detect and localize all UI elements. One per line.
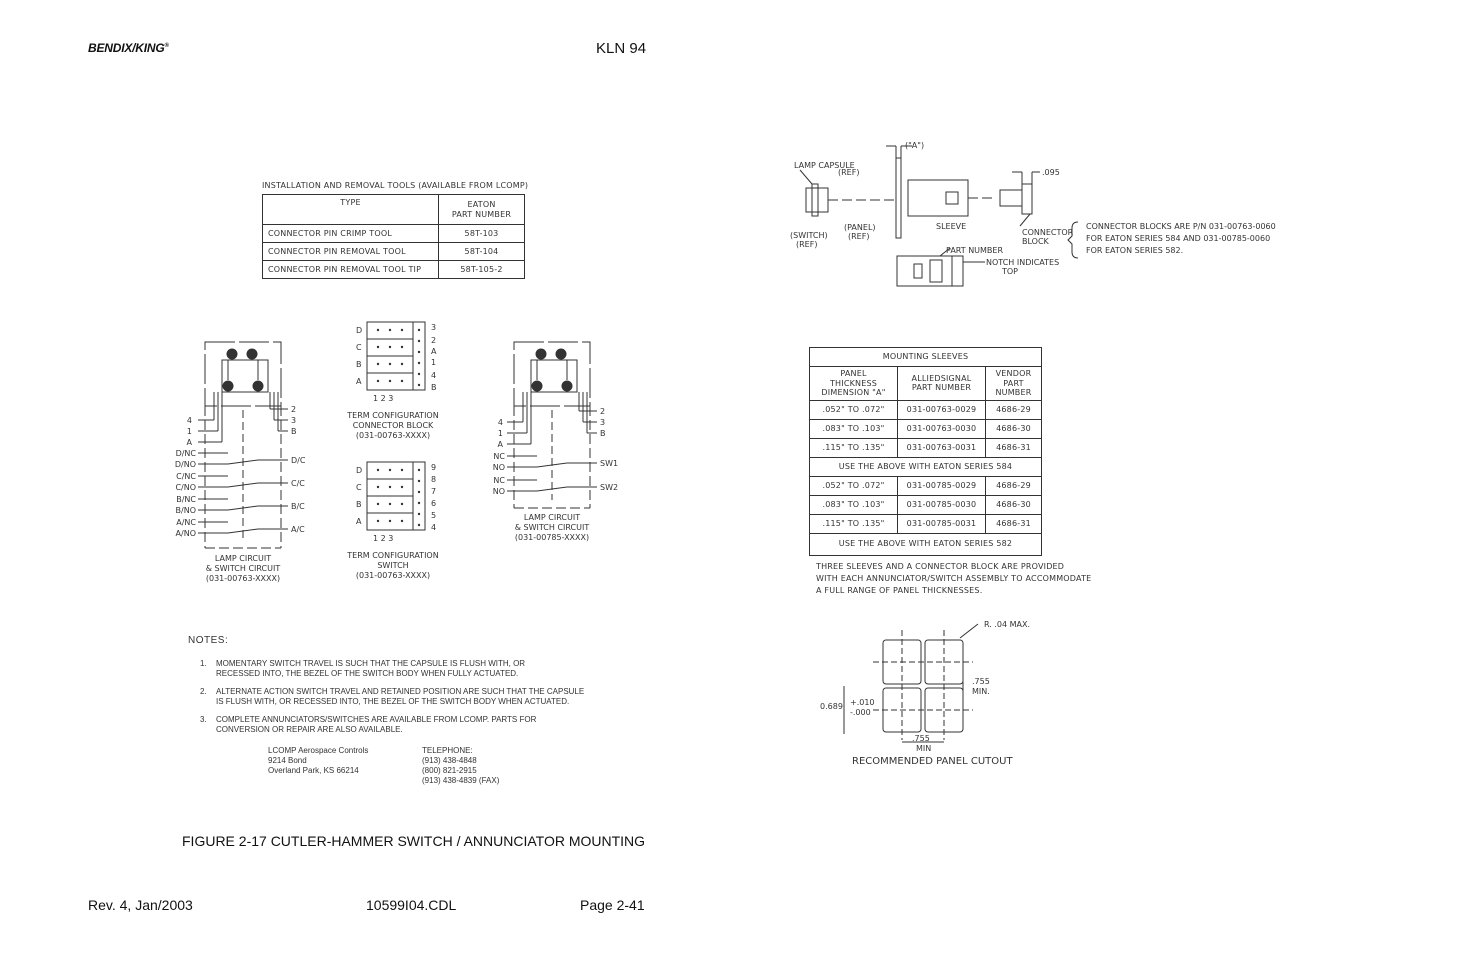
- lc-right-label: 3: [291, 416, 297, 425]
- table-row: .083" TO .103" 031-00763-0030 4686-30: [810, 419, 1042, 438]
- left-circuit-drawing: [198, 342, 288, 548]
- table-row: USE THE ABOVE WITH EATON SERIES 584: [810, 457, 1042, 476]
- lc-right-label: A/C: [291, 525, 305, 534]
- table-row: [810, 348, 1042, 367]
- footer-page-number: Page 2-41: [580, 897, 645, 913]
- tbb-row-label: A: [356, 517, 362, 526]
- tbt-caption-3: (031-00763-XXXX): [355, 431, 431, 440]
- rc-right-label: SW1: [600, 459, 619, 468]
- switch-ref-label-1: (SWITCH): [790, 231, 828, 240]
- lamp-ref-label: (REF): [838, 168, 860, 177]
- sleeve-label: SLEEVE: [936, 222, 967, 231]
- lc-left-label: D/NC: [175, 449, 196, 458]
- table-row: .052" TO .072" 031-00785-0029 4686-29: [810, 476, 1042, 495]
- connector-label-1: CONNECTOR: [1022, 228, 1074, 237]
- connector-block-drawing: [1000, 172, 1040, 226]
- rc-left-label: NC: [493, 452, 505, 461]
- lamp-capsule-label: LAMP CAPSULE: [794, 161, 855, 170]
- sleeve-drawing: [908, 180, 996, 216]
- cutout-tol-plus: +.010: [850, 698, 875, 707]
- lc-left-label: 1: [186, 427, 192, 436]
- lc-left-label: C/NC: [176, 472, 196, 481]
- tbt-caption-1: TERM CONFIGURATION: [347, 411, 439, 420]
- tbt-col-label: 1 2 3: [373, 394, 394, 403]
- dim-a-label: ("A"): [905, 141, 925, 150]
- note-text: ALTERNATE ACTION SWITCH TRAVEL AND RETAINED POSITION ARE SUCH THAT THE CAPSULE IS FLUSH WITH, OR RECESSED INTO, THE BEZEL OF THE SWITCH BODY WHEN ACTUATED.: [216, 687, 585, 706]
- term-block-top-dots: [377, 329, 420, 386]
- part-number-label: PART NUMBER: [946, 246, 1004, 255]
- lc-caption-1: LAMP CIRCUIT: [214, 554, 272, 563]
- tbb-side-label: 4: [431, 523, 437, 532]
- panel-ref-label-1: (PANEL): [844, 223, 876, 232]
- footer-revision: Rev. 4, Jan/2003: [88, 897, 193, 913]
- tbt-side-label: 4: [431, 371, 437, 380]
- lc-left-label: D/NO: [174, 460, 196, 469]
- connector-label-2: BLOCK: [1022, 237, 1049, 246]
- panel-ref-label-2: (REF): [848, 232, 870, 241]
- rc-left-label: A: [497, 440, 503, 449]
- lc-left-label: 4: [186, 416, 192, 425]
- tbb-side-label: 5: [431, 511, 437, 520]
- cutout-caption: RECOMMENDED PANEL CUTOUT: [852, 756, 1013, 767]
- dim-095-label: .095: [1042, 168, 1060, 177]
- lc-left-label: A: [186, 438, 192, 447]
- cutout-dim-h1: .755: [912, 734, 930, 743]
- tbb-col-label: 1 2 3: [373, 534, 394, 543]
- table-row: [810, 367, 1042, 401]
- lc-left-label: A/NC: [176, 518, 196, 527]
- tbb-row-label: B: [356, 500, 362, 509]
- sleeves-note: THREE SLEEVES AND A CONNECTOR BLOCK ARE PROVIDED WITH EACH ANNUNCIATOR/SWITCH ASSEMBLY TO ACCOMMODATE A FULL RANGE OF PANEL THICKNESSES.: [816, 562, 1092, 595]
- table-row: CONNECTOR PIN REMOVAL TOOL TIP 58T-105-2: [263, 261, 525, 279]
- document-title: KLN 94: [596, 40, 647, 57]
- note-text: MOMENTARY SWITCH TRAVEL IS SUCH THAT THE CAPSULE IS FLUSH WITH, OR RECESSED INTO, THE BEZEL OF THE SWITCH BODY WHEN FULLY ACTUATED.: [216, 659, 526, 678]
- cutout-dim-v2: MIN.: [972, 687, 990, 696]
- tbt-row-label: A: [356, 377, 362, 386]
- tbb-side-label: 9: [431, 463, 437, 472]
- term-block-bottom-dots: [377, 469, 420, 526]
- tbb-row-label: D: [356, 466, 363, 475]
- tbb-side-label: 8: [431, 475, 437, 484]
- rc-left-label: NO: [492, 463, 505, 472]
- table-row: .115" TO .135" 031-00785-0031 4686-31: [810, 514, 1042, 533]
- table-row: CONNECTOR PIN CRIMP TOOL 58T-103: [263, 225, 525, 243]
- rc-right-label: 3: [600, 418, 606, 427]
- tbt-side-label: B: [431, 383, 437, 392]
- tbb-caption-1: TERM CONFIGURATION: [347, 551, 439, 560]
- cutout-radius-label: R. .04 MAX.: [984, 620, 1031, 629]
- rc-right-label: B: [600, 429, 606, 438]
- tbt-caption-2: CONNECTOR BLOCK: [352, 421, 434, 430]
- notch-label-1: NOTCH INDICATES: [986, 258, 1060, 267]
- lcomp-phone: TELEPHONE: (913) 438-4848 (800) 821-2915 (913) 438-4839 (FAX): [422, 746, 500, 785]
- table-row: CONNECTOR PIN REMOVAL TOOL 58T-104: [263, 243, 525, 261]
- connector-note-line-1: CONNECTOR BLOCKS ARE P/N 031-00763-0060: [1086, 222, 1276, 231]
- sleeves-title: MOUNTING SLEEVES: [810, 348, 1042, 367]
- panel-cutout-drawing: [844, 624, 978, 742]
- rc-caption-2: & SWITCH CIRCUIT: [514, 523, 590, 532]
- tbt-side-label: 2: [431, 336, 437, 345]
- sleeves-header-pn: ALLIEDSIGNAL PART NUMBER: [898, 367, 986, 401]
- lc-right-label: B/C: [291, 502, 305, 511]
- switch-ref-label-2: (REF): [796, 240, 818, 249]
- note-number: 2.: [200, 687, 207, 696]
- lc-left-label: B/NC: [176, 495, 196, 504]
- lcomp-address: LCOMP Aerospace Controls 9214 Bond Overland Park, KS 66214: [268, 746, 369, 775]
- rc-right-label: 2: [600, 407, 606, 416]
- tbt-row-label: D: [356, 326, 363, 335]
- lc-right-label: 2: [291, 405, 297, 414]
- lc-right-label: D/C: [291, 456, 306, 465]
- lc-caption-2: & SWITCH CIRCUIT: [205, 564, 281, 573]
- rc-right-label: SW2: [600, 483, 619, 492]
- lc-caption-3: (031-00763-XXXX): [205, 574, 281, 583]
- tools-header-type: TYPE: [263, 195, 439, 225]
- lc-left-label: A/NO: [175, 529, 196, 538]
- note-number: 3.: [200, 715, 207, 724]
- rc-left-label: 1: [497, 429, 503, 438]
- tbb-side-label: 7: [431, 487, 437, 496]
- connector-note-line-2: FOR EATON SERIES 584 AND 031-00785-0060: [1086, 234, 1271, 243]
- note-number: 1.: [200, 659, 207, 668]
- tbt-side-label: 3: [431, 323, 437, 332]
- tools-table-title: INSTALLATION AND REMOVAL TOOLS (AVAILABLE FROM LCOMP): [262, 181, 529, 190]
- cutout-dim-h2: MIN: [916, 744, 932, 753]
- right-circuit-drawing: [507, 342, 597, 508]
- sleeves-header-vendor: VENDOR PART NUMBER: [986, 367, 1042, 401]
- rc-left-label: NO: [492, 487, 505, 496]
- table-row: .115" TO .135" 031-00763-0031 4686-31: [810, 438, 1042, 457]
- notch-label-2: TOP: [1002, 267, 1019, 276]
- tbb-row-label: C: [356, 483, 362, 492]
- lc-left-label: B/NO: [175, 506, 196, 515]
- cutout-dim-v1: .755: [972, 677, 990, 686]
- term-block-bottom-drawing: [367, 462, 425, 530]
- rc-left-label: 4: [497, 418, 503, 427]
- tbb-caption-2: SWITCH: [377, 561, 409, 570]
- connector-note-line-3: FOR EATON SERIES 582.: [1086, 246, 1184, 255]
- table-row: USE THE ABOVE WITH EATON SERIES 582: [810, 533, 1042, 555]
- lc-right-label: C/C: [291, 479, 305, 488]
- rc-caption-3: (031-00785-XXXX): [514, 533, 590, 542]
- table-row: .083" TO .103" 031-00785-0030 4686-30: [810, 495, 1042, 514]
- rc-left-label: NC: [493, 476, 505, 485]
- table-row: .052" TO .072" 031-00763-0029 4686-29: [810, 400, 1042, 419]
- rc-caption-1: LAMP CIRCUIT: [523, 513, 581, 522]
- cutout-dim-689: 0.689: [820, 702, 843, 711]
- brand-logo: BENDIX/KING®: [88, 41, 169, 55]
- lc-left-label: C/NO: [175, 483, 196, 492]
- tbt-side-label: A: [431, 347, 437, 356]
- lc-right-label: B: [291, 427, 297, 436]
- sleeves-header-thickness: PANEL THICKNESS DIMENSION "A": [810, 367, 898, 401]
- tbb-side-label: 6: [431, 499, 437, 508]
- tbt-side-label: 1: [431, 358, 437, 367]
- notes-title: NOTES:: [188, 635, 229, 646]
- tbb-caption-3: (031-00763-XXXX): [355, 571, 431, 580]
- figure-caption: FIGURE 2-17 CUTLER-HAMMER SWITCH / ANNUNCIATOR MOUNTING: [182, 833, 646, 849]
- tbt-row-label: B: [356, 360, 362, 369]
- note-text: COMPLETE ANNUNCIATORS/SWITCHES ARE AVAILABLE FROM LCOMP. PARTS FOR CONVERSION OR REPAIR ARE ALSO AVAILABLE.: [216, 715, 537, 734]
- cutout-tol-minus: -.000: [850, 708, 871, 717]
- sleeves-table: [809, 347, 1042, 556]
- footer-filename: 10599I04.CDL: [366, 897, 457, 913]
- term-block-top-drawing: [367, 322, 425, 390]
- tbt-row-label: C: [356, 343, 362, 352]
- tools-header-pn: EATON PART NUMBER: [439, 195, 525, 225]
